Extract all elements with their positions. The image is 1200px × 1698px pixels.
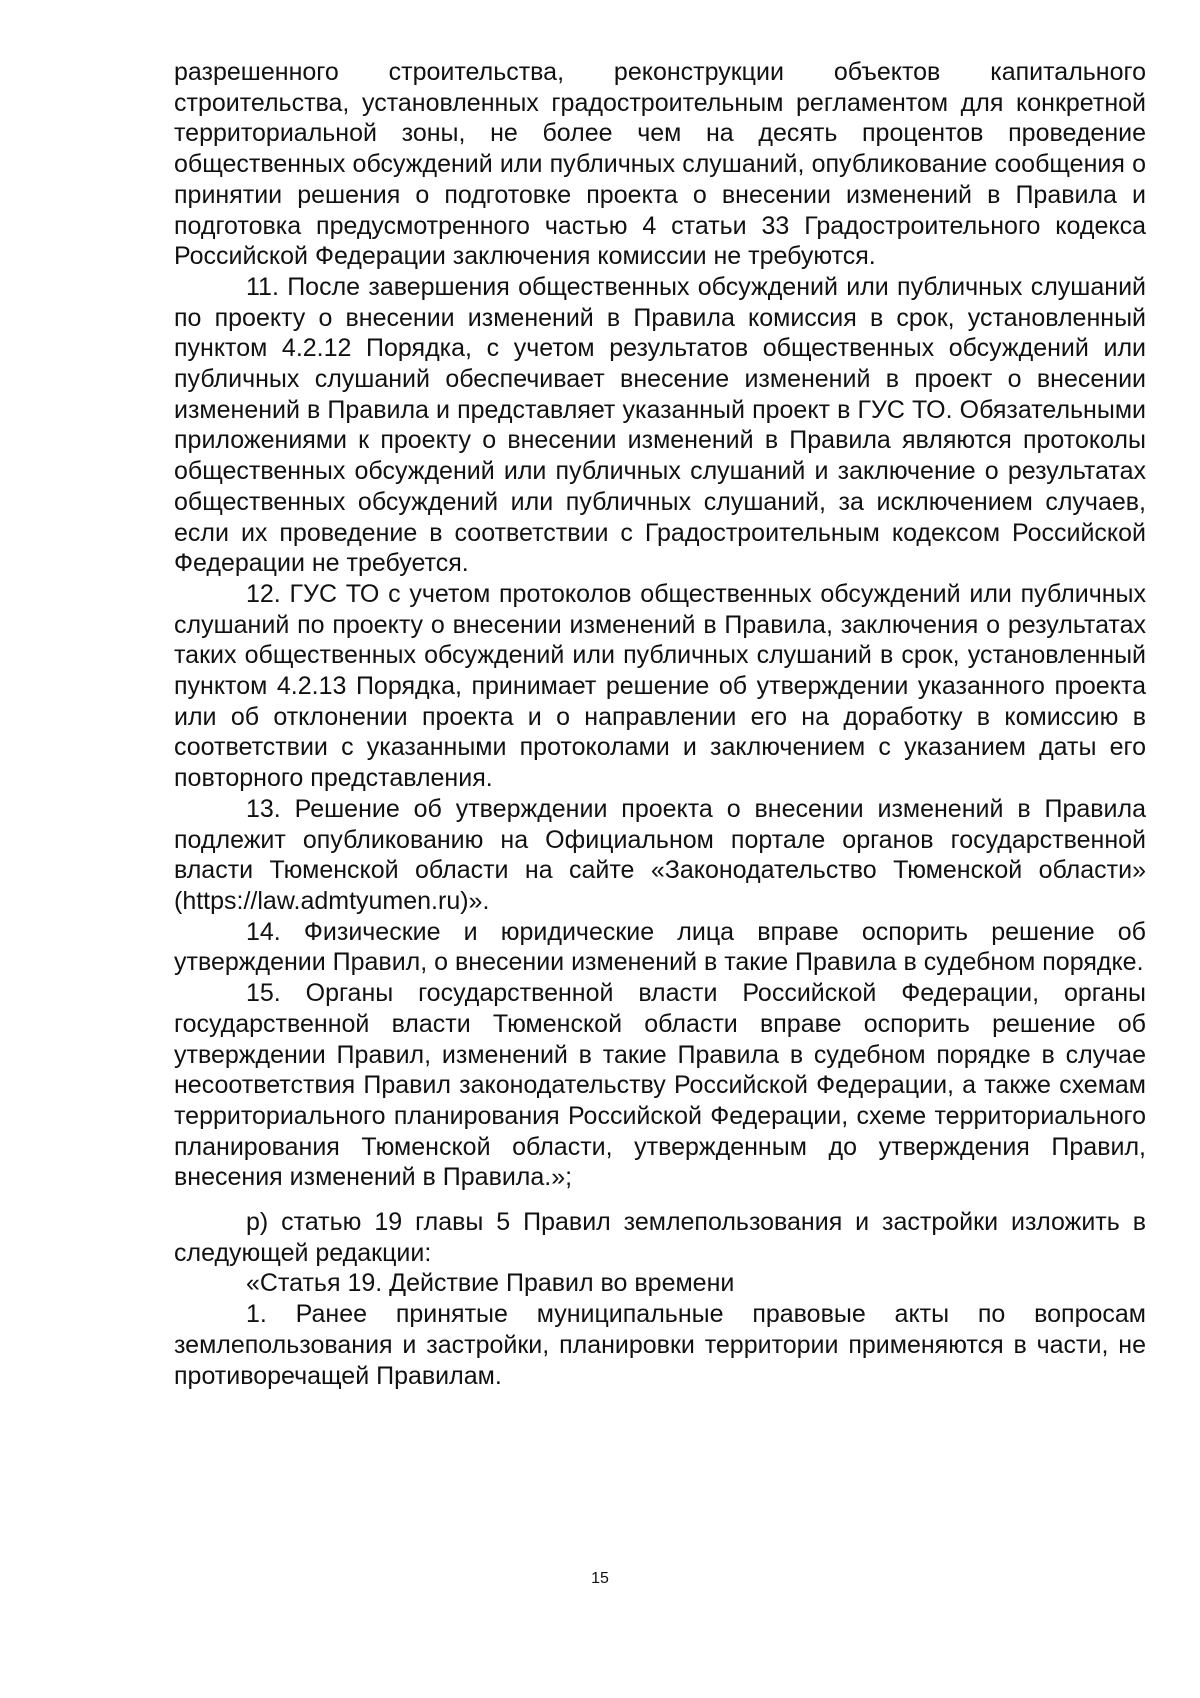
paragraph-item-15: 15. Органы государственной власти Российской Федерации, органы государственной власти Тюменской области вправе оспорить решение об утверждении Правил, изменений в такие Правила в судебном порядке в случае несоответствия Правил законодательству Российской Федерации, а также схемам территориального планирования Российской Федерации, схеме территориального планирования Тюменской области, утвержденным до утверждения Правил, внесения изменений в Правила.»; <box>174 979 1146 1192</box>
paragraph-continuation: разрешенного строительства, реконструкции объектов капитального строительства, установленных градостроительным регламентом для конкретной территориальной зоны, не более чем на десять процентов проведение общественных обсуждений или публичных слушаний, опубликование сообщения о принятии решения о подготовке проекта о внесении изменений в Правила и подготовка предусмотренного частью 4 статьи 33 Градостроительного кодекса Российской Федерации заключения комиссии не требуются. <box>174 58 1146 271</box>
page-number: 15 <box>591 1570 609 1587</box>
paragraph-item-14: 14. Физические и юридические лица вправе оспорить решение об утверждении Правил, о внесении изменений в такие Правила в судебном порядке. <box>174 917 1146 977</box>
paragraph-item-13: 13. Решение об утверждении проекта о внесении изменений в Правила подлежит опубликованию на Официальном портале органов государственной власти Тюменской области на сайте «Законодательство Тюменской области» (https://law.admtyumen.ru)». <box>174 794 1146 915</box>
paragraph-subitem-r: р) статью 19 главы 5 Правил землепользования и застройки изложить в следующей редакции: <box>174 1208 1146 1267</box>
document-body <box>174 57 1146 1391</box>
article-19-item-1: 1. Ранее принятые муниципальные правовые акты по вопросам землепользования и застройки, планировки территории применяются в части, не противоречащей Правилам. <box>174 1300 1146 1390</box>
paragraph-item-11: 11. После завершения общественных обсуждений или публичных слушаний по проекту о внесении изменений в Правила комиссия в срок, установленный пунктом 4.2.12 Порядка, с учетом результатов общественных обсуждений или публичных слушаний обеспечивает внесение изменений в проект о внесении изменений в Правила и представляет указанный проект в ГУС ТО. Обязательными приложениями к проекту о внесении изменений в Правила являются протоколы общественных обсуждений или публичных слушаний и заключение о результатах общественных обсуждений или публичных слушаний, за исключением случаев, если их проведение в соответствии с Градостроительным кодексом Российской Федерации не требуется. <box>174 272 1146 578</box>
article-19-heading: «Статья 19. Действие Правил во времени <box>246 1269 735 1298</box>
paragraph-item-12: 12. ГУС ТО с учетом протоколов общественных обсуждений или публичных слушаний по проекту о внесении изменений в Правила, заключения о результатах таких общественных обсуждений или публичных слушаний в срок, установленный пунктом 4.2.13 Порядка, принимает решение об утверждении указанного проекта или об отклонении проекта и о направлении его на доработку в комиссию в соответствии с указанными протоколами и заключением с указанием даты его повторного представления. <box>174 579 1146 793</box>
